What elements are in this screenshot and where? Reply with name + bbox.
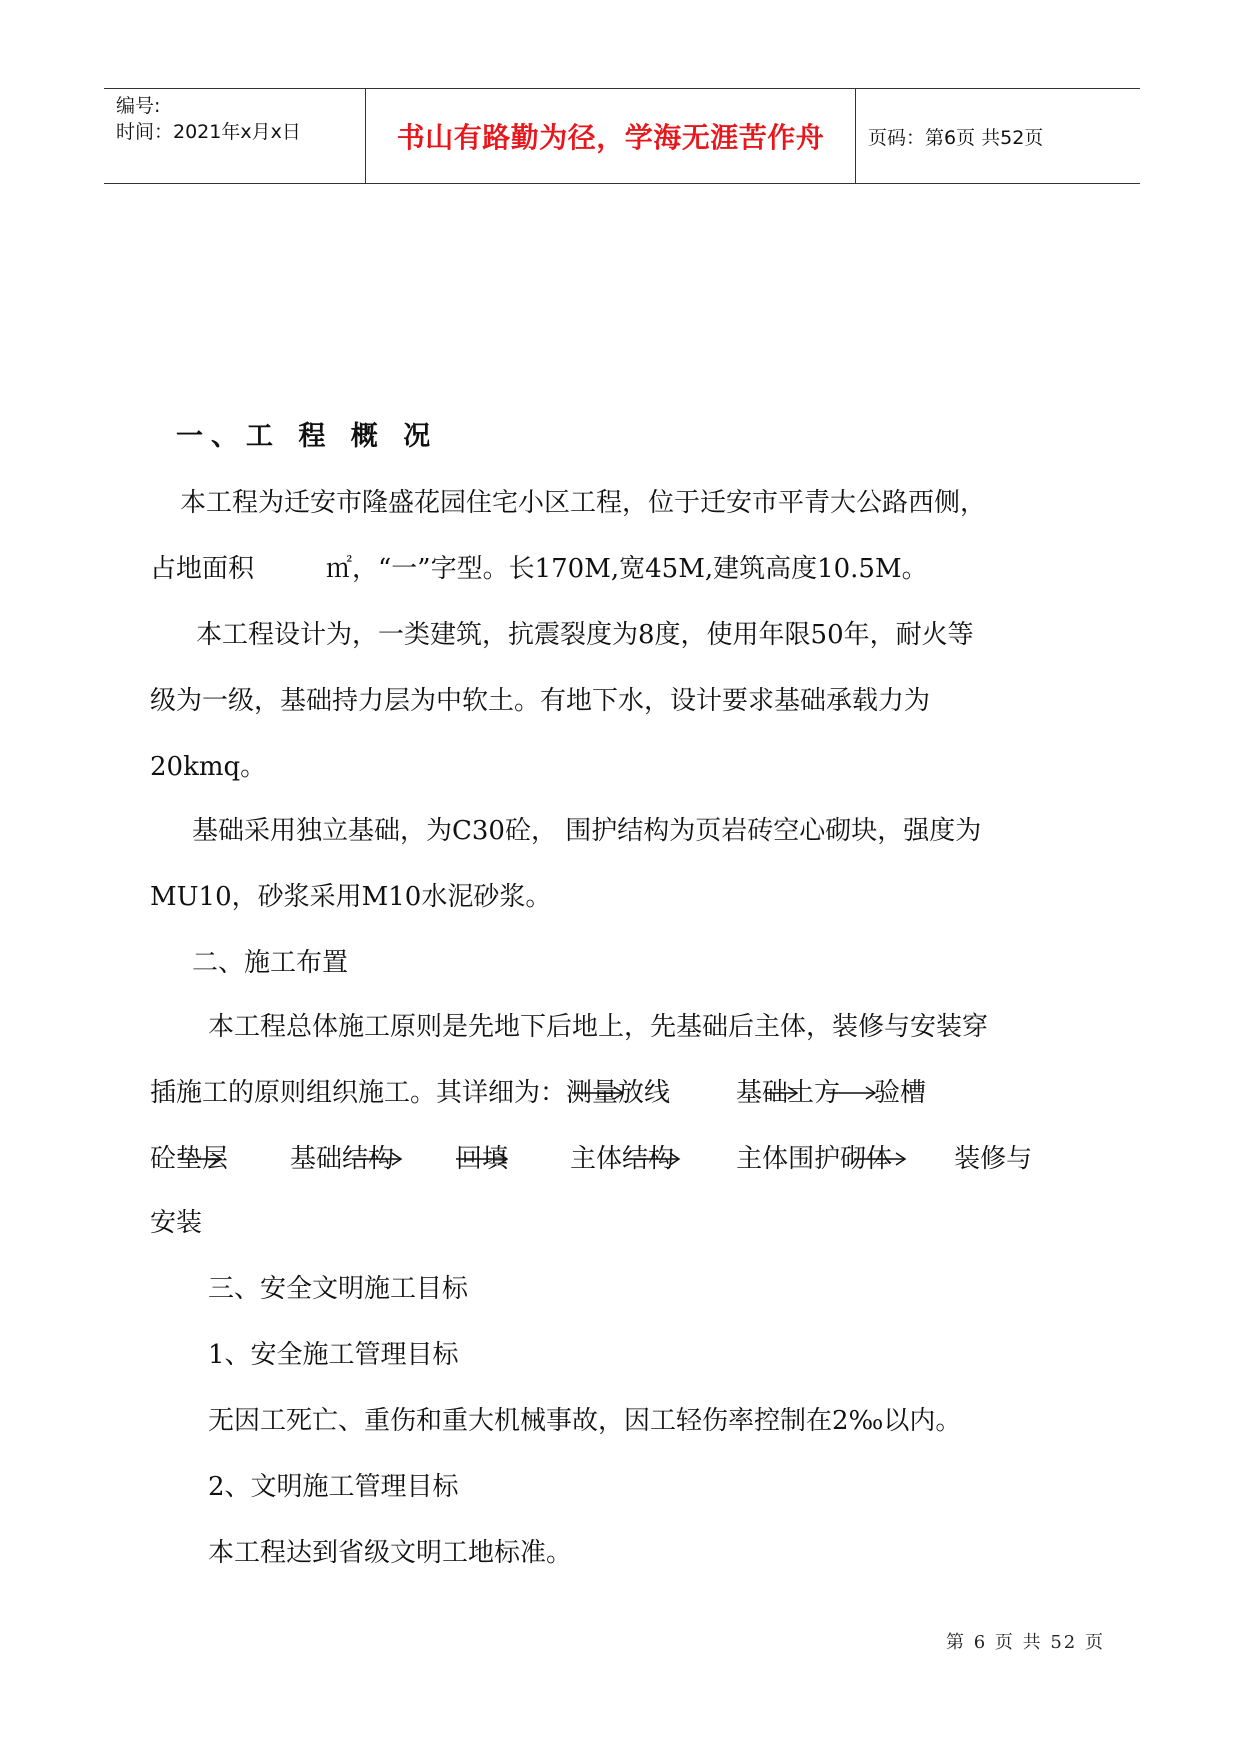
paragraph-line: 本工程达到省级文明工地标准。	[208, 1538, 573, 1568]
document-number-label: 编号:	[116, 95, 161, 117]
document-time: 时间：2021年x月x日	[116, 121, 301, 143]
paragraph-line: 级为一级，基础持力层为中软土。有地下水，设计要求基础承载力为	[150, 686, 931, 716]
arrow-icon	[566, 1083, 626, 1103]
flow-step: 主体围护砌体	[736, 1142, 892, 1176]
paragraph-line: MU10，砂浆采用M10水泥砂浆。	[150, 882, 552, 912]
flow-step: 基础土方	[736, 1078, 841, 1108]
header-motto: 书山有路勤为径，学海无涯苦作舟	[366, 89, 856, 183]
paragraph-line	[150, 1142, 1032, 1176]
text-span: 插施工的原则组织施工。其详细为：	[150, 1078, 567, 1108]
section-title-overview: 一、工 程 概 况	[176, 421, 439, 452]
paragraph-line: 安装	[150, 1208, 203, 1238]
paragraph-line: 基础采用独立基础，为C30砼， 围护结构为页岩砖空心砌块，强度为	[192, 816, 982, 846]
page-footer: 第 6 页 共 52 页	[946, 1632, 1105, 1653]
section-title-layout: 二、施工布置	[192, 948, 349, 978]
section-title-safety: 三、安全文明施工目标	[208, 1274, 469, 1304]
paragraph-line: 20kmq。	[150, 752, 267, 782]
paragraph-line	[150, 1076, 926, 1110]
arrow-icon	[570, 1149, 630, 1169]
arrow-icon	[150, 1149, 210, 1169]
flow-step: 主体结构	[570, 1142, 674, 1176]
flow-step: 验槽	[874, 1076, 926, 1110]
header-page-code: 页码：第6页 共52页	[868, 126, 1044, 149]
subsection-title: 1、安全施工管理目标	[208, 1340, 459, 1370]
header-info	[104, 89, 366, 183]
text-span: 占地面积	[150, 554, 255, 584]
arrow-icon	[736, 1149, 796, 1169]
arrow-icon	[826, 1083, 876, 1103]
arrow-icon	[290, 1149, 350, 1169]
paragraph-line: 本工程设计为，一类建筑，抗震裂度为8度，使用年限50年，耐火等	[196, 620, 974, 650]
arrow-icon	[456, 1149, 516, 1169]
flow-step: 砼垫层	[150, 1144, 229, 1174]
flow-step: 测量放线	[566, 1078, 671, 1108]
page-header	[104, 88, 1140, 184]
flow-step: 基础结构	[290, 1142, 394, 1176]
flow-step: 回填	[456, 1142, 508, 1176]
paragraph-line: 无因工死亡、重伤和重大机械事故，因工轻伤率控制在2‰以内。	[208, 1406, 962, 1436]
text-span: ㎡，“一”字型。长170M,宽45M,建筑高度10.5M。	[326, 554, 928, 584]
paragraph-line: 本工程总体施工原则是先地下后地上，先基础后主体，装修与安装穿	[208, 1012, 989, 1042]
subsection-title: 2、文明施工管理目标	[208, 1472, 459, 1502]
arrow-icon	[736, 1083, 796, 1103]
paragraph-line	[150, 552, 928, 586]
paragraph-line: 本工程为迁安市隆盛花园住宅小区工程，位于迁安市平青大公路西侧，	[180, 488, 987, 518]
flow-step: 装修与	[954, 1144, 1033, 1174]
